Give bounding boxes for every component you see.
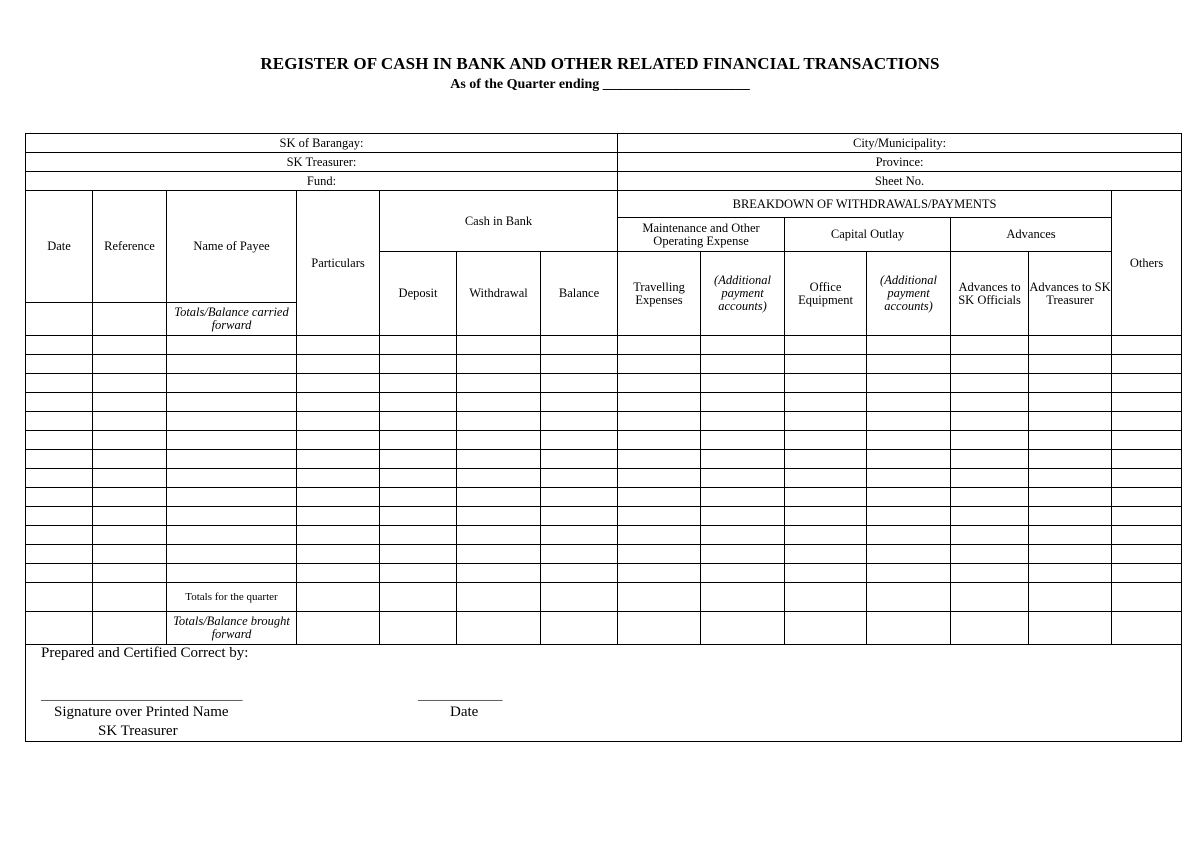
table-cell [541, 507, 618, 526]
table-cell [380, 355, 457, 374]
table-cell [618, 374, 701, 393]
table-cell [1112, 507, 1182, 526]
table-cell [701, 412, 785, 431]
table-cell [26, 355, 93, 374]
table-cell [167, 488, 297, 507]
table-cell [1112, 412, 1182, 431]
table-cell [167, 526, 297, 545]
brought-forward-label: Totals/Balance brought forward [167, 612, 297, 645]
col-payee: Name of Payee [167, 191, 297, 303]
table-cell [701, 507, 785, 526]
table-cell [93, 374, 167, 393]
table-cell [1112, 469, 1182, 488]
table-cell [541, 450, 618, 469]
sheet-no-label: Sheet No. [618, 172, 1182, 191]
col-deposit: Deposit [380, 252, 457, 336]
col-adv-treasurer: Advances to SK Treasurer [1029, 252, 1112, 336]
table-row [26, 431, 1182, 450]
table-cell [867, 526, 951, 545]
table-cell [1029, 431, 1112, 450]
table-cell [541, 412, 618, 431]
table-cell [618, 507, 701, 526]
table-cell [1029, 355, 1112, 374]
table-cell [457, 393, 541, 412]
table-cell [1112, 612, 1182, 645]
table-cell [93, 583, 167, 612]
table-cell [26, 450, 93, 469]
table-cell [867, 469, 951, 488]
table-cell [1029, 488, 1112, 507]
table-cell [785, 469, 867, 488]
table-cell [951, 355, 1029, 374]
totals-quarter-row [26, 583, 1182, 612]
table-cell [541, 355, 618, 374]
table-cell [541, 526, 618, 545]
table-row [26, 564, 1182, 583]
signature-label: Signature over Printed Name [54, 704, 229, 720]
table-cell [297, 412, 380, 431]
col-balance: Balance [541, 252, 618, 336]
table-cell [541, 564, 618, 583]
col-capital-outlay: Capital Outlay [785, 218, 951, 252]
table-cell [457, 412, 541, 431]
table-cell [1029, 564, 1112, 583]
page-title: REGISTER OF CASH IN BANK AND OTHER RELATED FINANCIAL TRANSACTIONS [260, 54, 940, 73]
table-cell [297, 469, 380, 488]
signature-line: _______________________________ [41, 687, 243, 702]
table-cell [93, 612, 167, 645]
table-cell [951, 526, 1029, 545]
table-cell [785, 450, 867, 469]
table-cell [867, 412, 951, 431]
table-cell [93, 336, 167, 355]
col-advances: Advances [951, 218, 1112, 252]
table-cell [1112, 374, 1182, 393]
table-cell [867, 612, 951, 645]
table-cell [380, 336, 457, 355]
table-cell [867, 583, 951, 612]
table-cell [380, 526, 457, 545]
register-table [25, 133, 1182, 742]
carried-forward-label: Totals/Balance carried forward [167, 303, 297, 336]
table-cell [1029, 583, 1112, 612]
date-label: Date [450, 704, 479, 720]
table-cell [951, 336, 1029, 355]
table-cell [1029, 374, 1112, 393]
table-cell [93, 303, 167, 336]
table-cell [93, 545, 167, 564]
table-cell [785, 564, 867, 583]
table-cell [93, 526, 167, 545]
table-cell [93, 393, 167, 412]
date-line: _____________ [418, 687, 503, 702]
table-cell [618, 450, 701, 469]
col-cash-in-bank: Cash in Bank [380, 191, 618, 252]
table-cell [867, 450, 951, 469]
table-cell [1029, 412, 1112, 431]
table-cell [167, 412, 297, 431]
table-cell [167, 469, 297, 488]
table-row [26, 355, 1182, 374]
table-cell [541, 336, 618, 355]
col-reference: Reference [93, 191, 167, 303]
table-cell [867, 545, 951, 564]
table-cell [618, 488, 701, 507]
table-cell [867, 336, 951, 355]
table-cell [867, 393, 951, 412]
table-cell [457, 488, 541, 507]
table-row [26, 412, 1182, 431]
table-cell [1029, 336, 1112, 355]
table-cell [541, 583, 618, 612]
table-cell [951, 612, 1029, 645]
table-cell [785, 336, 867, 355]
table-cell [701, 564, 785, 583]
table-cell [380, 450, 457, 469]
col-others: Others [1112, 191, 1182, 336]
table-cell [93, 564, 167, 583]
col-withdrawal: Withdrawal [457, 252, 541, 336]
prepared-by-label: Prepared and Certified Correct by: [41, 645, 249, 661]
table-cell [618, 469, 701, 488]
table-cell [867, 507, 951, 526]
province-label: Province: [618, 153, 1182, 172]
table-cell [951, 393, 1029, 412]
table-cell [1112, 526, 1182, 545]
table-cell [457, 374, 541, 393]
brought-forward-row [26, 612, 1182, 645]
table-cell [93, 431, 167, 450]
table-cell [701, 393, 785, 412]
table-cell [380, 469, 457, 488]
table-cell [618, 431, 701, 450]
table-cell [457, 336, 541, 355]
table-cell [951, 545, 1029, 564]
table-cell [93, 355, 167, 374]
col-additional-1: (Additional payment accounts) [701, 252, 785, 336]
table-row [26, 507, 1182, 526]
table-cell [167, 393, 297, 412]
table-cell [785, 612, 867, 645]
table-cell [380, 431, 457, 450]
table-cell [951, 374, 1029, 393]
table-cell [167, 545, 297, 564]
table-cell [457, 431, 541, 450]
totals-quarter-label: Totals for the quarter [167, 583, 297, 612]
table-cell [867, 431, 951, 450]
table-cell [701, 583, 785, 612]
table-cell [541, 488, 618, 507]
table-cell [785, 545, 867, 564]
table-cell [93, 412, 167, 431]
table-cell [380, 393, 457, 412]
table-cell [951, 583, 1029, 612]
table-cell [541, 393, 618, 412]
table-cell [785, 412, 867, 431]
table-cell [701, 469, 785, 488]
table-cell [457, 545, 541, 564]
table-cell [541, 545, 618, 564]
table-cell [951, 431, 1029, 450]
table-cell [26, 583, 93, 612]
table-cell [380, 583, 457, 612]
table-cell [951, 469, 1029, 488]
table-cell [167, 431, 297, 450]
table-cell [785, 431, 867, 450]
table-cell [1112, 564, 1182, 583]
table-cell [297, 450, 380, 469]
table-cell [785, 355, 867, 374]
table-cell [541, 469, 618, 488]
col-particulars: Particulars [297, 191, 380, 336]
table-cell [380, 374, 457, 393]
quarter-subtitle: As of the Quarter ending _____________________ [450, 77, 750, 92]
col-mooe: Maintenance and Other Operating Expense [618, 218, 785, 252]
table-cell [785, 488, 867, 507]
table-cell [26, 612, 93, 645]
table-cell [167, 355, 297, 374]
table-cell [297, 526, 380, 545]
table-cell [26, 393, 93, 412]
table-cell [951, 450, 1029, 469]
table-row [26, 450, 1182, 469]
table-cell [785, 583, 867, 612]
table-cell [297, 355, 380, 374]
table-cell [951, 507, 1029, 526]
table-cell [701, 336, 785, 355]
table-cell [93, 469, 167, 488]
table-cell [167, 374, 297, 393]
table-cell [618, 393, 701, 412]
footer-signature-block [26, 645, 1182, 742]
col-date: Date [26, 191, 93, 303]
table-cell [867, 488, 951, 507]
table-cell [26, 545, 93, 564]
sk-treasurer-label: SK Treasurer: [26, 153, 618, 172]
table-cell [380, 507, 457, 526]
table-cell [618, 336, 701, 355]
table-cell [951, 412, 1029, 431]
table-cell [1112, 583, 1182, 612]
city-municipality-label: City/Municipality: [618, 134, 1182, 153]
table-cell [457, 612, 541, 645]
table-cell [457, 564, 541, 583]
table-cell [380, 412, 457, 431]
table-cell [297, 374, 380, 393]
table-cell [167, 507, 297, 526]
table-cell [457, 450, 541, 469]
table-cell [26, 488, 93, 507]
table-cell [785, 393, 867, 412]
table-row [26, 545, 1182, 564]
table-cell [701, 450, 785, 469]
table-cell [26, 564, 93, 583]
table-cell [618, 355, 701, 374]
table-cell [785, 374, 867, 393]
table-cell [26, 303, 93, 336]
table-cell [951, 488, 1029, 507]
table-cell [701, 374, 785, 393]
table-cell [457, 355, 541, 374]
table-cell [701, 612, 785, 645]
col-office-equipment: Office Equipment [785, 252, 867, 336]
table-cell [297, 393, 380, 412]
table-cell [867, 564, 951, 583]
table-row [26, 488, 1182, 507]
table-cell [297, 564, 380, 583]
table-cell [26, 412, 93, 431]
col-additional-2: (Additional payment accounts) [867, 252, 951, 336]
table-cell [541, 612, 618, 645]
table-cell [541, 374, 618, 393]
table-row [26, 469, 1182, 488]
table-cell [618, 526, 701, 545]
table-cell [1029, 450, 1112, 469]
table-cell [457, 469, 541, 488]
table-cell [457, 526, 541, 545]
table-cell [26, 336, 93, 355]
table-cell [297, 336, 380, 355]
table-cell [297, 488, 380, 507]
table-cell [701, 488, 785, 507]
role-label: SK Treasurer [98, 723, 178, 739]
table-cell [867, 355, 951, 374]
table-cell [1112, 488, 1182, 507]
table-cell [1029, 545, 1112, 564]
table-cell [541, 431, 618, 450]
table-cell [380, 545, 457, 564]
table-cell [26, 469, 93, 488]
table-cell [618, 564, 701, 583]
table-cell [1029, 393, 1112, 412]
fund-label: Fund: [26, 172, 618, 191]
table-cell [701, 355, 785, 374]
table-cell [457, 507, 541, 526]
table-cell [93, 450, 167, 469]
col-adv-officials: Advances to SK Officials [951, 252, 1029, 336]
table-cell [618, 612, 701, 645]
table-cell [1112, 450, 1182, 469]
table-cell [951, 564, 1029, 583]
table-cell [1112, 393, 1182, 412]
table-row [26, 374, 1182, 393]
table-cell [297, 545, 380, 564]
table-cell [1029, 526, 1112, 545]
table-cell [26, 507, 93, 526]
table-cell [26, 526, 93, 545]
table-cell [93, 488, 167, 507]
table-cell [1029, 469, 1112, 488]
table-cell [1112, 431, 1182, 450]
table-cell [297, 507, 380, 526]
col-breakdown: BREAKDOWN OF WITHDRAWALS/PAYMENTS [618, 191, 1112, 218]
table-cell [785, 526, 867, 545]
table-cell [701, 545, 785, 564]
table-cell [167, 450, 297, 469]
table-cell [297, 431, 380, 450]
table-cell [380, 612, 457, 645]
table-cell [167, 336, 297, 355]
table-cell [1112, 545, 1182, 564]
table-cell [457, 583, 541, 612]
table-row [26, 336, 1182, 355]
table-cell [380, 564, 457, 583]
table-cell [618, 412, 701, 431]
table-cell [297, 612, 380, 645]
sk-barangay-label: SK of Barangay: [26, 134, 618, 153]
table-cell [1112, 355, 1182, 374]
table-cell [26, 431, 93, 450]
table-cell [618, 583, 701, 612]
table-cell [167, 564, 297, 583]
table-row [26, 393, 1182, 412]
table-cell [701, 526, 785, 545]
table-cell [26, 374, 93, 393]
table-cell [618, 545, 701, 564]
table-cell [1112, 336, 1182, 355]
table-cell [1029, 507, 1112, 526]
table-cell [1029, 612, 1112, 645]
table-cell [785, 507, 867, 526]
col-travelling: Travelling Expenses [618, 252, 701, 336]
table-cell [297, 583, 380, 612]
table-cell [380, 488, 457, 507]
table-cell [867, 374, 951, 393]
table-cell [93, 507, 167, 526]
table-row [26, 526, 1182, 545]
table-cell [701, 431, 785, 450]
